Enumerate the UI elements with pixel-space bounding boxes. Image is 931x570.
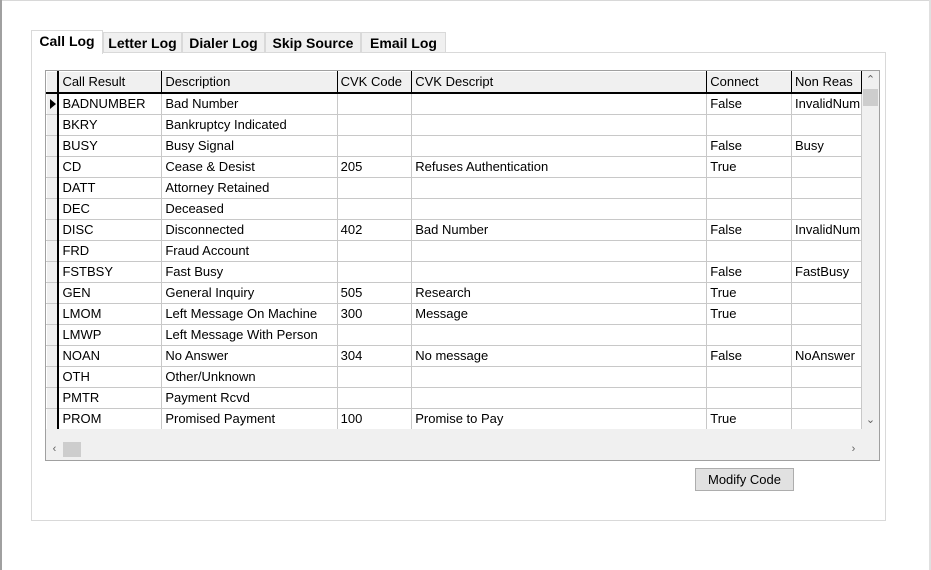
cell-cvk-descript[interactable]: Message (412, 304, 707, 325)
cell-non-reason[interactable] (792, 283, 862, 304)
cell-non-reason[interactable] (792, 325, 862, 346)
row-selector[interactable] (47, 199, 59, 220)
scroll-down-icon[interactable]: ⌄ (865, 414, 876, 426)
cell-non-reason[interactable]: NoAnswer (792, 346, 862, 367)
cell-non-reason[interactable]: Busy (792, 136, 862, 157)
cell-description[interactable]: Bankruptcy Indicated (162, 115, 337, 136)
cell-non-reason[interactable] (792, 115, 862, 136)
cell-cvk-code[interactable] (337, 241, 412, 262)
cell-call-result[interactable]: LMWP (58, 325, 161, 346)
table-row[interactable] (47, 136, 862, 157)
column-header-non-reason[interactable]: Non Reas (792, 72, 862, 94)
cell-non-reason[interactable]: InvalidNum (792, 93, 862, 115)
cell-call-result[interactable]: DISC (58, 220, 161, 241)
table-row[interactable] (47, 283, 862, 304)
cell-connect[interactable]: False (707, 220, 792, 241)
grid-viewport (46, 71, 862, 429)
cell-description[interactable]: Left Message With Person (162, 325, 337, 346)
cell-connect[interactable] (707, 325, 792, 346)
cell-description[interactable]: Disconnected (162, 220, 337, 241)
call-log-table (46, 71, 862, 429)
cell-call-result[interactable]: DEC (58, 199, 161, 220)
cell-cvk-descript[interactable] (412, 325, 707, 346)
cell-non-reason[interactable] (792, 367, 862, 388)
row-selector[interactable] (47, 283, 59, 304)
column-header-cvk-code[interactable]: CVK Code (337, 72, 412, 94)
table-row[interactable] (47, 262, 862, 283)
table-row[interactable] (47, 367, 862, 388)
cell-cvk-descript[interactable] (412, 241, 707, 262)
cell-description[interactable]: Attorney Retained (162, 178, 337, 199)
cell-cvk-descript[interactable]: No message (412, 346, 707, 367)
cell-non-reason[interactable] (792, 304, 862, 325)
tab-call-log[interactable]: Call Log (31, 30, 103, 54)
cell-non-reason[interactable] (792, 388, 862, 409)
window-left-edge (0, 0, 2, 570)
table-row[interactable] (47, 115, 862, 136)
cell-call-result[interactable]: CD (58, 157, 161, 178)
cell-cvk-code[interactable] (337, 199, 412, 220)
cell-connect[interactable]: True (707, 409, 792, 430)
row-selector[interactable] (47, 178, 59, 199)
cell-non-reason[interactable] (792, 409, 862, 430)
table-row[interactable] (47, 304, 862, 325)
cell-connect[interactable]: True (707, 304, 792, 325)
tab-skip-source[interactable]: Skip Source (265, 32, 361, 53)
row-selector[interactable] (47, 93, 59, 115)
cell-cvk-descript[interactable]: Promise to Pay (412, 409, 707, 430)
cell-connect[interactable] (707, 367, 792, 388)
vertical-scrollbar[interactable] (862, 71, 879, 429)
cell-cvk-code[interactable] (337, 388, 412, 409)
cell-call-result[interactable]: BUSY (58, 136, 161, 157)
cell-connect[interactable] (707, 115, 792, 136)
cell-connect[interactable]: False (707, 346, 792, 367)
cell-connect[interactable] (707, 241, 792, 262)
header-indicator-cell (47, 72, 59, 94)
cell-description[interactable]: Payment Rcvd (162, 388, 337, 409)
cell-connect[interactable]: True (707, 283, 792, 304)
cell-connect[interactable] (707, 388, 792, 409)
cell-non-reason[interactable] (792, 241, 862, 262)
grid-header-row (47, 72, 862, 94)
cell-description[interactable]: Fast Busy (162, 262, 337, 283)
vertical-scroll-thumb[interactable] (863, 89, 878, 106)
table-row[interactable] (47, 199, 862, 220)
table-row[interactable] (47, 220, 862, 241)
call-log-grid[interactable] (45, 70, 880, 461)
row-selector[interactable] (47, 367, 59, 388)
cell-connect[interactable] (707, 199, 792, 220)
table-row[interactable] (47, 409, 862, 430)
cell-call-result[interactable]: OTH (58, 367, 161, 388)
cell-call-result[interactable]: PMTR (58, 388, 161, 409)
cell-cvk-code[interactable] (337, 262, 412, 283)
cell-description[interactable]: Promised Payment (162, 409, 337, 430)
cell-description[interactable]: Bad Number (162, 93, 337, 115)
cell-description[interactable]: Fraud Account (162, 241, 337, 262)
cell-cvk-code[interactable]: 100 (337, 409, 412, 430)
cell-connect[interactable]: False (707, 93, 792, 115)
cell-description[interactable]: General Inquiry (162, 283, 337, 304)
cell-description[interactable]: No Answer (162, 346, 337, 367)
cell-cvk-code[interactable]: 505 (337, 283, 412, 304)
row-selector[interactable] (47, 304, 59, 325)
cell-cvk-descript[interactable]: Refuses Authentication (412, 157, 707, 178)
cell-cvk-descript[interactable] (412, 262, 707, 283)
cell-description[interactable]: Cease & Desist (162, 157, 337, 178)
cell-cvk-descript[interactable]: Bad Number (412, 220, 707, 241)
horizontal-scrollbar[interactable] (46, 441, 862, 458)
table-row[interactable] (47, 325, 862, 346)
cell-cvk-code[interactable]: 304 (337, 346, 412, 367)
cell-cvk-code[interactable]: 402 (337, 220, 412, 241)
cell-call-result[interactable]: BKRY (58, 115, 161, 136)
tab-dialer-log[interactable]: Dialer Log (182, 32, 265, 53)
cell-cvk-descript[interactable] (412, 388, 707, 409)
column-header-call-result[interactable]: Call Result (58, 72, 161, 94)
tab-letter-log[interactable]: Letter Log (103, 32, 182, 53)
cell-description[interactable]: Other/Unknown (162, 367, 337, 388)
row-selector[interactable] (47, 346, 59, 367)
scroll-right-icon[interactable]: › (851, 443, 856, 455)
cell-call-result[interactable]: DATT (58, 178, 161, 199)
window-top-edge (0, 0, 931, 1)
cell-cvk-code[interactable]: 205 (337, 157, 412, 178)
row-selector[interactable] (47, 262, 59, 283)
cell-cvk-descript[interactable] (412, 136, 707, 157)
table-row[interactable] (47, 388, 862, 409)
cell-non-reason[interactable] (792, 157, 862, 178)
cell-connect[interactable] (707, 178, 792, 199)
cell-description[interactable]: Busy Signal (162, 136, 337, 157)
row-pointer-icon (50, 99, 56, 109)
tab-email-log[interactable]: Email Log (361, 32, 446, 53)
cell-description[interactable]: Deceased (162, 199, 337, 220)
cell-description[interactable]: Left Message On Machine (162, 304, 337, 325)
cell-connect[interactable]: False (707, 136, 792, 157)
row-selector[interactable] (47, 220, 59, 241)
cell-cvk-descript[interactable] (412, 367, 707, 388)
cell-non-reason[interactable]: FastBusy (792, 262, 862, 283)
cell-call-result[interactable]: GEN (58, 283, 161, 304)
horizontal-scroll-thumb[interactable] (63, 442, 81, 457)
table-row[interactable] (47, 178, 862, 199)
row-selector[interactable] (47, 157, 59, 178)
row-selector[interactable] (47, 136, 59, 157)
cell-cvk-descript[interactable] (412, 199, 707, 220)
cell-cvk-descript[interactable] (412, 178, 707, 199)
cell-cvk-descript[interactable] (412, 93, 707, 115)
cell-non-reason[interactable]: InvalidNum (792, 220, 862, 241)
modify-code-button[interactable]: Modify Code (695, 468, 794, 491)
scroll-up-icon[interactable]: ⌃ (865, 74, 876, 86)
column-header-connect[interactable]: Connect (707, 72, 792, 94)
cell-call-result[interactable]: LMOM (58, 304, 161, 325)
row-selector[interactable] (47, 409, 59, 430)
cell-cvk-descript[interactable] (412, 115, 707, 136)
cell-connect[interactable]: False (707, 262, 792, 283)
cell-call-result[interactable]: NOAN (58, 346, 161, 367)
table-row[interactable] (47, 157, 862, 178)
cell-cvk-code[interactable] (337, 136, 412, 157)
row-selector[interactable] (47, 325, 59, 346)
cell-non-reason[interactable] (792, 178, 862, 199)
cell-cvk-code[interactable] (337, 367, 412, 388)
row-selector[interactable] (47, 388, 59, 409)
cell-cvk-descript[interactable]: Research (412, 283, 707, 304)
cell-call-result[interactable]: PROM (58, 409, 161, 430)
cell-call-result[interactable]: FRD (58, 241, 161, 262)
table-row[interactable] (47, 346, 862, 367)
cell-cvk-code[interactable]: 300 (337, 304, 412, 325)
cell-cvk-code[interactable] (337, 93, 412, 115)
cell-cvk-code[interactable] (337, 325, 412, 346)
cell-call-result[interactable]: BADNUMBER (58, 93, 161, 115)
cell-cvk-code[interactable] (337, 178, 412, 199)
cell-connect[interactable]: True (707, 157, 792, 178)
scroll-left-icon[interactable]: ‹ (52, 443, 57, 455)
table-row[interactable] (47, 93, 862, 115)
cell-non-reason[interactable] (792, 199, 862, 220)
table-row[interactable] (47, 241, 862, 262)
row-selector[interactable] (47, 115, 59, 136)
row-selector[interactable] (47, 241, 59, 262)
cell-call-result[interactable]: FSTBSY (58, 262, 161, 283)
column-header-description[interactable]: Description (162, 72, 337, 94)
cell-cvk-code[interactable] (337, 115, 412, 136)
column-header-cvk-descript[interactable]: CVK Descript (412, 72, 707, 94)
